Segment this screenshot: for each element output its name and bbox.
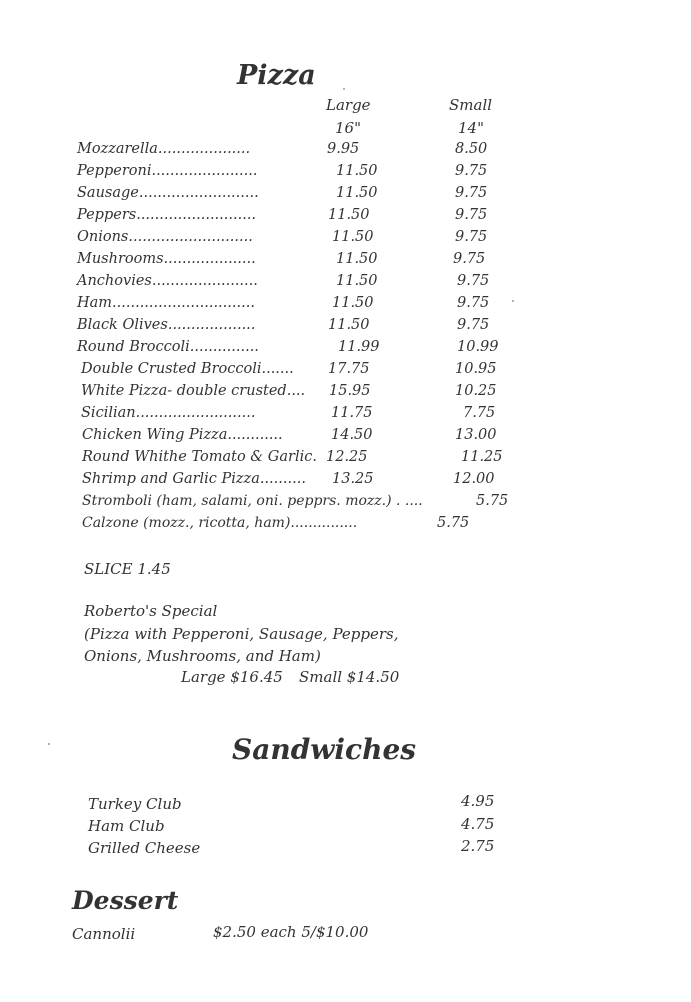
paper-speck bbox=[48, 743, 50, 745]
large-column-label: Large bbox=[326, 96, 371, 114]
special-desc-line2: Onions, Mushrooms, and Ham) bbox=[84, 647, 321, 665]
pizza-item-large-price: 11.50 bbox=[332, 295, 374, 311]
pizza-item-large-price: 13.25 bbox=[332, 471, 374, 487]
pizza-item-large-price: 11.75 bbox=[331, 405, 373, 421]
pizza-heading: Pizza bbox=[237, 60, 316, 91]
pizza-item-large-price: 11.50 bbox=[328, 317, 370, 333]
sandwich-item-name: Turkey Club bbox=[88, 795, 182, 813]
pizza-item-small-price: 9.75 bbox=[455, 229, 488, 245]
pizza-item-name: Ham............................... bbox=[77, 295, 255, 311]
pizza-item-small-price: 9.75 bbox=[457, 317, 490, 333]
pizza-item-large-price: 17.75 bbox=[328, 361, 370, 377]
sandwich-item-price: 4.95 bbox=[461, 792, 495, 810]
special-small-price: Small $14.50 bbox=[299, 668, 400, 686]
pizza-item-small-price: 10.25 bbox=[455, 383, 497, 399]
sandwiches-heading: Sandwiches bbox=[232, 733, 417, 766]
pizza-item-small-price: 9.75 bbox=[455, 163, 488, 179]
dessert-item-name: Cannolii bbox=[72, 925, 136, 943]
sandwich-item-price: 4.75 bbox=[461, 815, 495, 833]
pizza-item-large-price: 11.50 bbox=[336, 185, 378, 201]
pizza-item-small-price: 12.00 bbox=[453, 471, 495, 487]
pizza-item-large-price: 9.95 bbox=[327, 141, 360, 157]
pizza-item-small-price: 9.75 bbox=[457, 295, 490, 311]
pizza-item-small-price: 13.00 bbox=[455, 427, 497, 443]
pizza-item-name: Peppers.......................... bbox=[77, 207, 257, 223]
pizza-item-small-price: 9.75 bbox=[457, 273, 490, 289]
pizza-item-small-price: 9.75 bbox=[455, 207, 488, 223]
pizza-item-name: Round Broccoli............... bbox=[77, 339, 259, 355]
pizza-item-large-price: 11.50 bbox=[336, 163, 378, 179]
sandwich-item-name: Grilled Cheese bbox=[88, 839, 201, 857]
pizza-item-name: Double Crusted Broccoli....... bbox=[81, 361, 294, 377]
special-large-price: Large $16.45 bbox=[181, 668, 283, 686]
pizza-item-large-price: 15.95 bbox=[329, 383, 371, 399]
pizza-item-small-price: 9.75 bbox=[453, 251, 486, 267]
special-title: Roberto's Special bbox=[84, 602, 218, 620]
pizza-item-name: White Pizza- double crusted.... bbox=[81, 383, 306, 399]
pizza-item-large-price: 14.50 bbox=[331, 427, 373, 443]
pizza-item-name: Black Olives................... bbox=[77, 317, 256, 333]
paper-speck bbox=[512, 300, 514, 302]
calzone-name: Calzone (mozz., ricotta, ham)............... bbox=[82, 515, 358, 531]
pizza-item-small-price: 7.75 bbox=[463, 405, 496, 421]
pizza-item-name: Chicken Wing Pizza............ bbox=[82, 427, 283, 443]
pizza-item-large-price: 11.50 bbox=[328, 207, 370, 223]
pizza-item-large-price: 11.50 bbox=[336, 273, 378, 289]
pizza-item-small-price: 11.25 bbox=[461, 449, 503, 465]
dessert-item-price: $2.50 each 5/$10.00 bbox=[213, 923, 369, 941]
dessert-heading: Dessert bbox=[72, 886, 179, 915]
small-column-label: Small bbox=[449, 96, 493, 114]
pizza-item-small-price: 10.99 bbox=[457, 339, 499, 355]
sandwich-item-price: 2.75 bbox=[461, 837, 495, 855]
special-desc-line1: (Pizza with Pepperoni, Sausage, Peppers, bbox=[84, 625, 399, 643]
paper-speck bbox=[343, 88, 345, 90]
pizza-item-name: Sicilian.......................... bbox=[81, 405, 256, 421]
pizza-item-large-price: 12.25 bbox=[326, 449, 368, 465]
pizza-item-large-price: 11.50 bbox=[332, 229, 374, 245]
pizza-item-large-price: 11.50 bbox=[336, 251, 378, 267]
pizza-item-name: Shrimp and Garlic Pizza.......... bbox=[82, 471, 306, 487]
pizza-item-small-price: 8.50 bbox=[455, 141, 488, 157]
calzone-price: 5.75 bbox=[437, 515, 470, 531]
pizza-item-name: Sausage.......................... bbox=[77, 185, 259, 201]
large-column-size: 16" bbox=[335, 119, 361, 137]
pizza-item-small-price: 9.75 bbox=[455, 185, 488, 201]
pizza-item-name: Pepperoni....................... bbox=[77, 163, 258, 179]
pizza-item-large-price: 11.99 bbox=[338, 339, 380, 355]
sandwich-item-name: Ham Club bbox=[88, 817, 165, 835]
pizza-item-name: Onions........................... bbox=[77, 229, 253, 245]
stromboli-price: 5.75 bbox=[476, 493, 509, 509]
stromboli-name: Stromboli (ham, salami, oni. pepprs. mozz.) . .... bbox=[82, 493, 423, 509]
slice-price: SLICE 1.45 bbox=[84, 560, 171, 578]
pizza-item-name: Anchovies....................... bbox=[77, 273, 258, 289]
pizza-item-small-price: 10.95 bbox=[455, 361, 497, 377]
pizza-item-name: Mushrooms.................... bbox=[77, 251, 256, 267]
small-column-size: 14" bbox=[458, 119, 484, 137]
pizza-item-name: Round Whithe Tomato & Garlic. bbox=[82, 449, 317, 465]
pizza-item-name: Mozzarella.................... bbox=[77, 141, 251, 157]
